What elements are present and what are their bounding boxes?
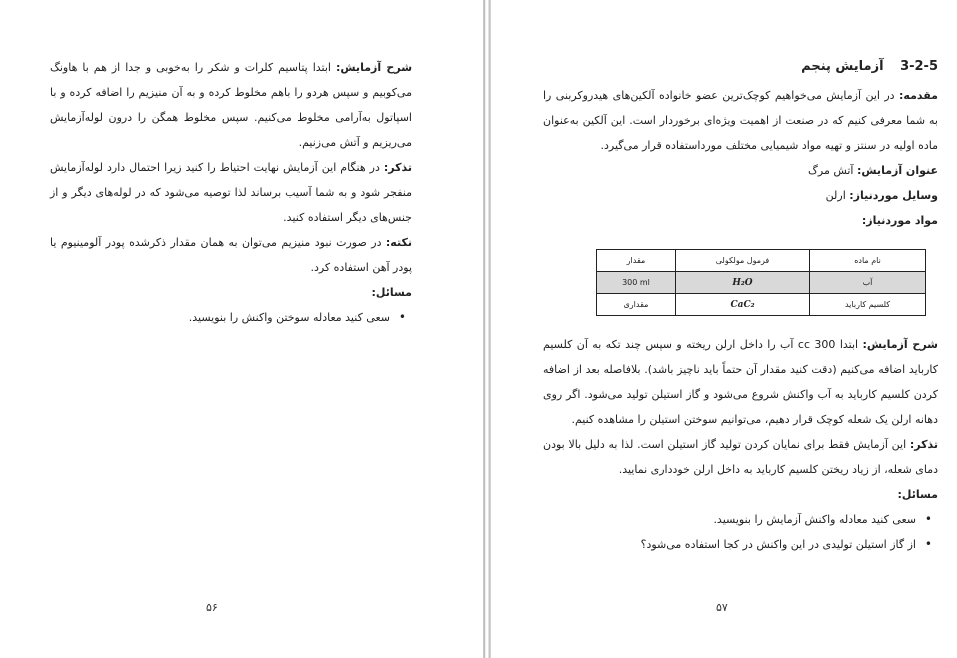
procedure-text: ابتدا پتاسیم کلرات و شکر را به‌خوبی و جدا از هم با هاونگ می‌کوبیم و سپس هردو را باهم مخلوط کرده و به آن منیزیم را اضافه کرده و با اسپاتول به‌آرامی مخلوط می‌کنیم. سپس مخلوط همگن را درون لوله‌آزمایش می‌ریزیم و آتش می‌زنیم. [50, 61, 412, 149]
experiment-title-line [543, 158, 938, 183]
intro-paragraph [543, 83, 938, 158]
header-name: نام ماده [810, 250, 926, 272]
questions-label: مسائل: [897, 488, 938, 501]
materials-label: مواد موردنیاز: [861, 214, 938, 227]
procedure-label: شرح آزمایش: [862, 338, 938, 351]
questions-list [50, 305, 412, 330]
cell-formula: H₂O [675, 272, 809, 294]
warning-text: در هنگام این آزمایش نهایت احتیاط را کنید زیرا احتمال دارد لوله‌آزمایش منفجر شود و به شما آسیب برساند لذا توصیه می‌شود که در لوله‌های دیگر و از جنس‌های دیگر استفاده کنید. [50, 161, 412, 224]
note-text: در صورت نبود منیزیم می‌توان به همان مقدار ذکرشده پودر آلومینیوم یا پودر آهن استفاده کرد. [50, 236, 412, 274]
tools-label: وسایل موردنیاز: [849, 189, 938, 202]
left-page-content [50, 55, 412, 330]
cell-amount: مقداری [597, 294, 676, 316]
right-page-content [543, 54, 938, 557]
cell-name: آب [810, 272, 926, 294]
procedure-paragraph [543, 332, 938, 432]
table-row [597, 294, 926, 316]
header-amount: مقدار [597, 250, 676, 272]
page-number: ۵۶ [206, 601, 218, 614]
questions-label: مسائل: [371, 286, 412, 299]
questions-list [543, 507, 938, 557]
table-row [597, 272, 926, 294]
intro-label: مقدمه: [899, 89, 938, 102]
intro-text: در این آزمایش می‌خواهیم کوچک‌ترین عضو خانواده آلکین‌های هیدروکربنی را به شما معرفی کنیم که در صنعت از اهمیت ویژه‌ای برخوردار است. این آلکین به‌عنوان ماده اولیه در سنتز و تهیه مواد شیمیایی مختلف مورداستفاده قرار می‌گیرد. [543, 89, 938, 152]
header-formula: فرمول مولکولی [675, 250, 809, 272]
tools-line [543, 183, 938, 208]
tools-value: ارلن [825, 189, 846, 202]
procedure-paragraph [50, 55, 412, 155]
cell-amount: 300 ml [597, 272, 676, 294]
experiment-title-label: عنوان آزمایش: [856, 164, 938, 177]
table-header-row [597, 250, 926, 272]
warning-label: تذکر: [383, 161, 413, 174]
procedure-label: شرح آزمایش: [335, 61, 413, 74]
page-number: ۵۷ [716, 601, 728, 614]
procedure-text: ابتدا 300 cc آب را داخل ارلن ریخته و سپس چند تکه به آن کلسیم کارباید اضافه می‌کنیم (دقت کنید مقدار آن حتماً باید ناچیز باشد). بلافاصله بعد از اضافه کردن کلسیم کارباید به آب واکنش شروع می‌شود و گاز استیلن تولید می‌شود. اگر روی دهانه ارلن یک شعله کوچک قرار دهیم، می‌توانیم سوختن استیلن را مشاهده کنیم. [543, 338, 938, 426]
warning-label: تذکر: [909, 438, 938, 451]
warning-paragraph [50, 155, 412, 230]
experiment-title-value: آتش مرگ [808, 164, 854, 177]
note-label: نکته: [385, 236, 412, 249]
warning-text: این آزمایش فقط برای نمایان کردن تولید گاز استیلن است. لذا به دلیل بالا بودن دمای شعله، از زیاد ریختن کلسیم کارباید به داخل ارلن خودداری نمایید. [543, 438, 938, 476]
section-title: آزمایش پنجم [801, 59, 884, 74]
right-page [491, 0, 957, 658]
section-heading [543, 54, 938, 79]
question-item: • سعی کنید معادله واکنش آزمایش را بنویسید. [543, 507, 916, 532]
note-paragraph [50, 230, 412, 280]
section-number: 3-2-5 [900, 59, 938, 74]
book-spine [483, 0, 491, 658]
question-item: • سعی کنید معادله سوختن واکنش را بنویسید. [50, 305, 390, 330]
materials-table [596, 249, 926, 316]
cell-formula: CaC₂ [675, 294, 809, 316]
warning-paragraph [543, 432, 938, 482]
cell-name: کلسیم کارباید [810, 294, 926, 316]
question-item: • از گاز استیلن تولیدی در این واکنش در کجا استفاده می‌شود؟ [543, 532, 916, 557]
